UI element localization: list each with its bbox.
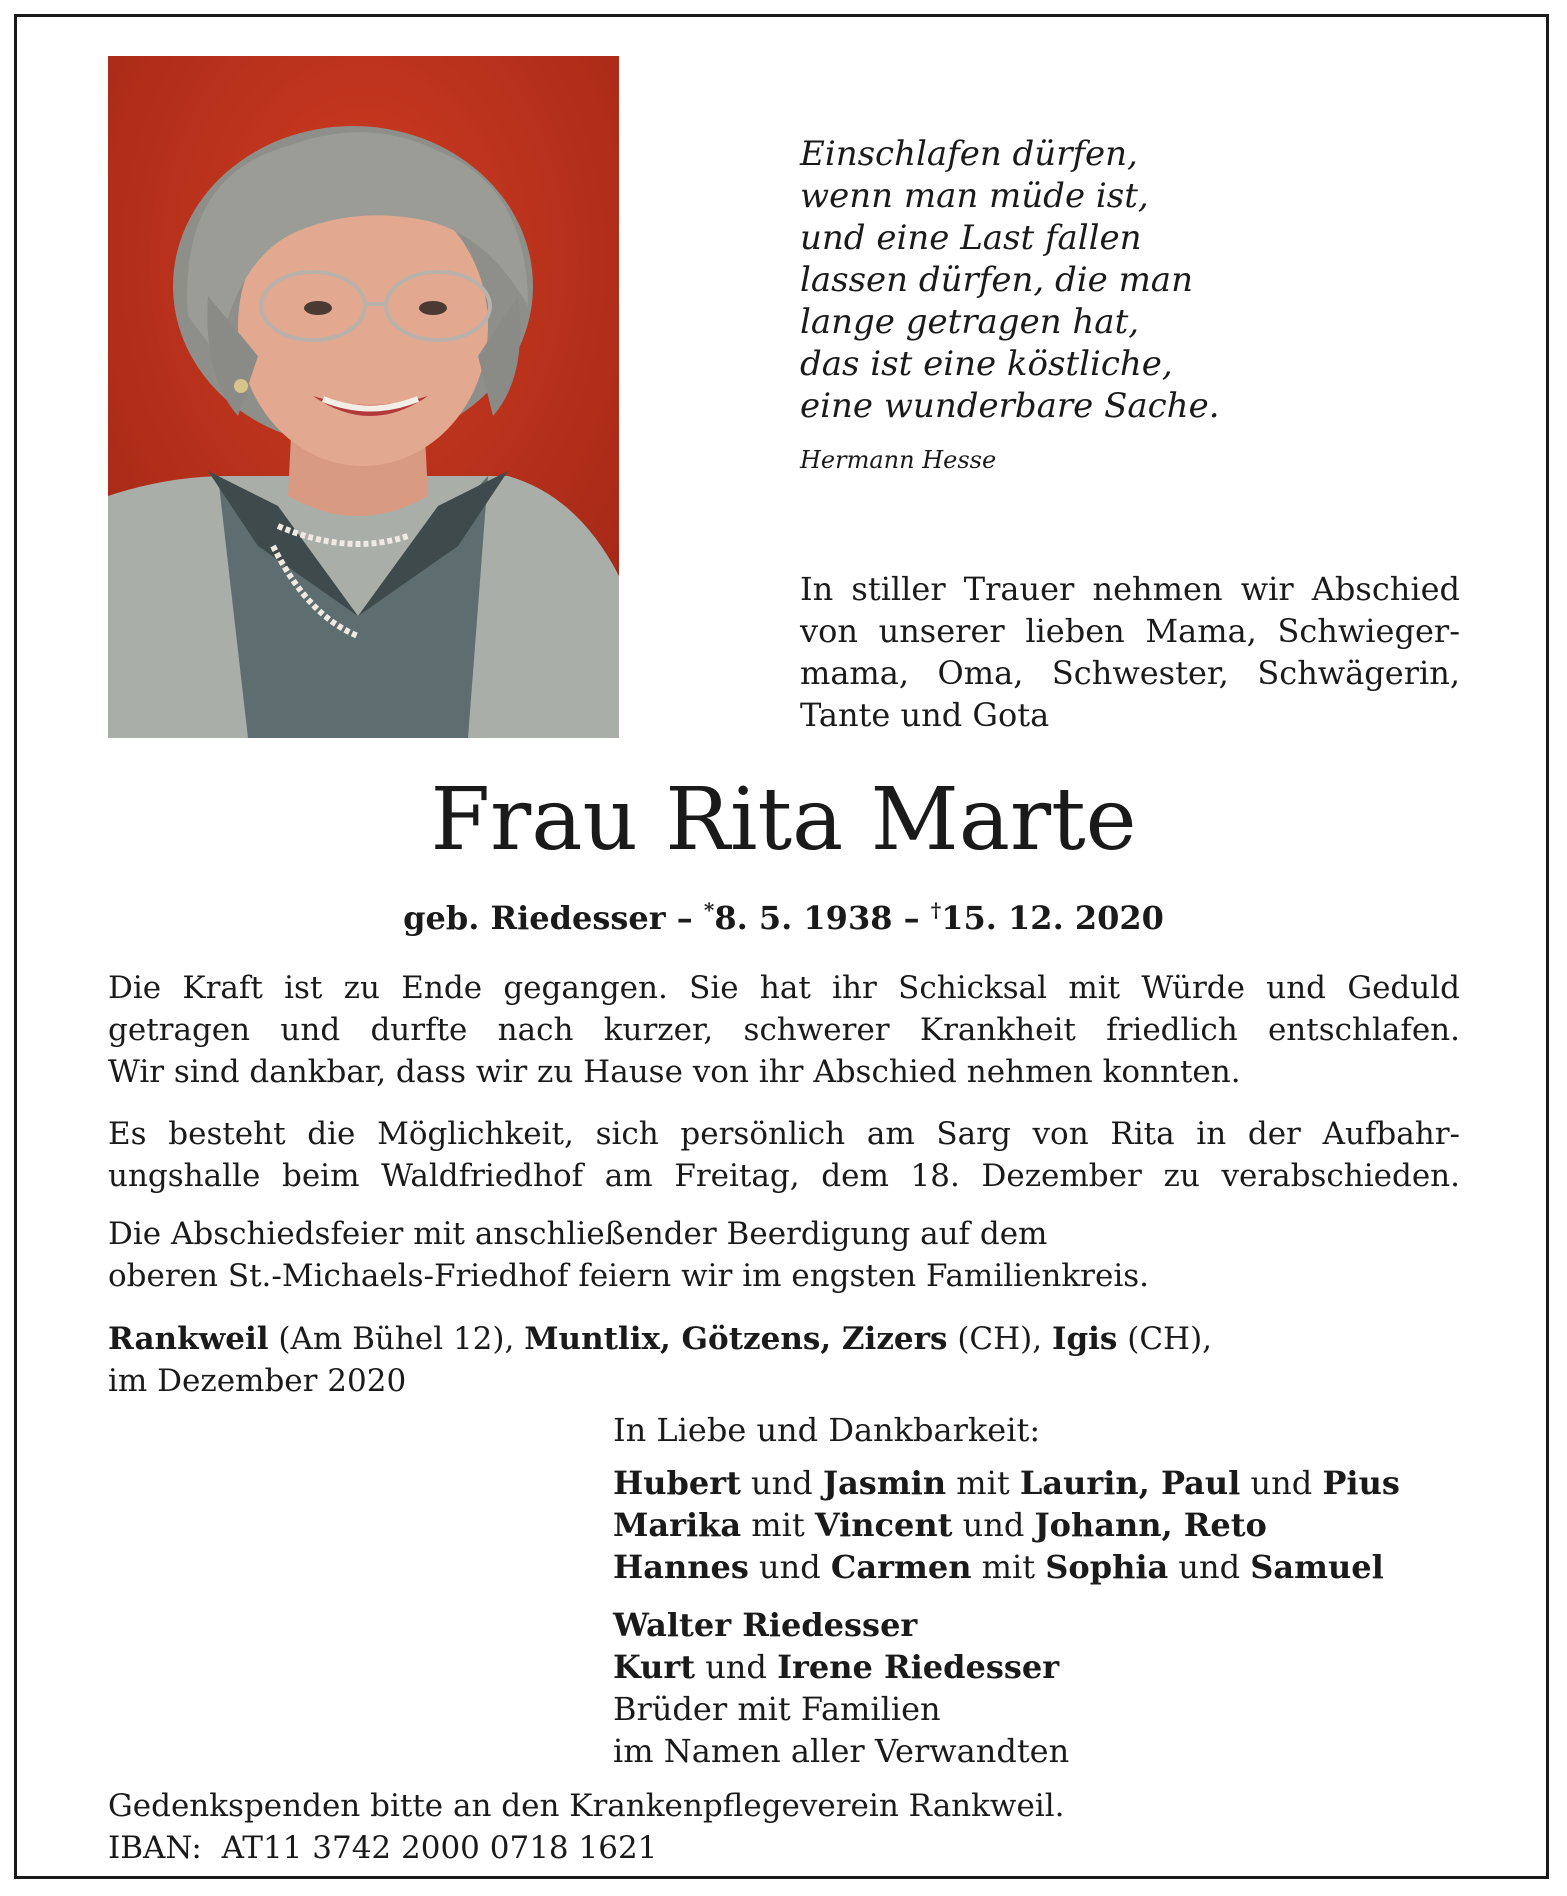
poem-line: eine wunderbare Sache. xyxy=(800,386,1220,426)
paragraph-line: Die Kraft ist zu Ende gegangen. Sie hat ihr Schicksal mit Würde und Geduld xyxy=(108,970,1460,1006)
donation-info xyxy=(108,1785,1460,1869)
iban-line: IBAN: AT11 3742 2000 0718 1621 xyxy=(108,1830,658,1866)
family-name: Pius xyxy=(1322,1464,1400,1502)
country-code: (CH), xyxy=(1127,1321,1213,1357)
paragraph-line: getragen und durfte nach kurzer, schwerer Krankheit friedlich entschlafen. xyxy=(108,1012,1460,1048)
poem-line: Einschlafen dürfen, xyxy=(800,134,1138,174)
paragraph-viewing xyxy=(108,1113,1460,1197)
family-name: Walter Riedesser xyxy=(613,1606,918,1644)
connector: und xyxy=(759,1548,821,1586)
country-code: (CH), xyxy=(957,1321,1043,1357)
paragraph-line: ungshalle beim Waldfriedhof am Freitag, dem 18. Dezember zu verabschieden. xyxy=(108,1158,1460,1194)
family-name: Johann, Reto xyxy=(1034,1506,1267,1544)
paragraph-line: Wir sind dankbar, dass wir zu Hause von ihr Abschied nehmen konnten. xyxy=(108,1054,1241,1090)
place-rankweil: Rankweil xyxy=(108,1321,269,1357)
connector: mit xyxy=(956,1464,1010,1502)
family-name: Sophia xyxy=(1045,1548,1169,1586)
portrait-illustration xyxy=(108,56,619,738)
paragraph-farewell xyxy=(108,967,1460,1093)
maiden-name: geb. Riedesser xyxy=(403,899,666,937)
family-name: Vincent xyxy=(814,1506,953,1544)
family-name: Laurin, Paul xyxy=(1019,1464,1241,1502)
place-igis: Igis xyxy=(1051,1321,1118,1357)
notice-date: im Dezember 2020 xyxy=(108,1363,407,1399)
intro-line: Tante und Gota xyxy=(800,696,1050,734)
death-symbol: † xyxy=(930,898,942,922)
connector: und xyxy=(1250,1464,1313,1502)
family-row xyxy=(613,1546,1493,1588)
family-row: im Namen aller Verwandten xyxy=(613,1732,1070,1770)
intro-text xyxy=(800,568,1460,736)
intro-line: In stiller Trauer nehmen wir Abschied xyxy=(800,570,1460,608)
connector: und xyxy=(962,1506,1025,1544)
separator: – xyxy=(676,899,693,937)
separator: – xyxy=(903,899,920,937)
intro-line: mama, Oma, Schwester, Schwägerin, xyxy=(800,654,1460,692)
poem xyxy=(800,133,1400,475)
family-row xyxy=(613,1646,1493,1688)
family-name: Kurt xyxy=(613,1648,696,1686)
connector: mit xyxy=(751,1506,805,1544)
family-name: Hannes xyxy=(613,1548,749,1586)
family-row: Brüder mit Familien xyxy=(613,1690,941,1728)
deceased-name: Frau Rita Marte xyxy=(430,770,1137,870)
place-others: Muntlix, Götzens, Zizers xyxy=(524,1321,948,1357)
paragraph-line: Es besteht die Möglichkeit, sich persönlich am Sarg von Rita in der Aufbahr- xyxy=(108,1116,1460,1152)
intro-line: von unserer lieben Mama, Schwieger- xyxy=(800,612,1460,650)
paragraph-ceremony xyxy=(108,1213,1460,1297)
donation-line: Gedenkspenden bitte an den Krankenpflegeverein Rankweil. xyxy=(108,1788,1065,1824)
connector: und xyxy=(705,1648,767,1686)
life-dates xyxy=(0,890,1567,938)
places-and-date xyxy=(108,1318,1460,1402)
connector: und xyxy=(751,1464,813,1502)
siblings-list xyxy=(613,1604,1493,1772)
family-list xyxy=(613,1462,1493,1588)
death-date: 15. 12. 2020 xyxy=(941,899,1164,937)
poem-line: wenn man müde ist, xyxy=(800,176,1149,216)
place-address: (Am Bühel 12), xyxy=(278,1321,515,1357)
birth-symbol: * xyxy=(703,898,715,922)
poem-author: Hermann Hesse xyxy=(800,446,997,474)
family-name: Irene Riedesser xyxy=(777,1648,1060,1686)
portrait-photo xyxy=(108,56,619,738)
family-heading: In Liebe und Dankbarkeit: xyxy=(613,1411,1041,1449)
paragraph-line: oberen St.-Michaels-Friedhof feiern wir im engsten Familienkreis. xyxy=(108,1258,1150,1294)
connector: mit xyxy=(981,1548,1036,1586)
poem-line: lassen dürfen, die man xyxy=(800,260,1193,300)
family-name: Hubert xyxy=(613,1464,741,1502)
paragraph-line: Die Abschiedsfeier mit anschließender Beerdigung auf dem xyxy=(108,1216,1048,1252)
poem-line: das ist eine köstliche, xyxy=(800,344,1173,384)
family-row xyxy=(613,1462,1493,1504)
poem-line: und eine Last fallen xyxy=(800,218,1142,258)
connector: und xyxy=(1178,1548,1241,1586)
family-name: Marika xyxy=(613,1506,742,1544)
family-row xyxy=(613,1504,1493,1546)
poem-line: lange getragen hat, xyxy=(800,302,1140,342)
places-line xyxy=(108,1318,1460,1360)
family-name: Samuel xyxy=(1250,1548,1384,1586)
family-name: Jasmin xyxy=(822,1464,947,1502)
family-row xyxy=(613,1604,1493,1646)
family-name: Carmen xyxy=(830,1548,972,1586)
birth-date: 8. 5. 1938 xyxy=(714,899,893,937)
